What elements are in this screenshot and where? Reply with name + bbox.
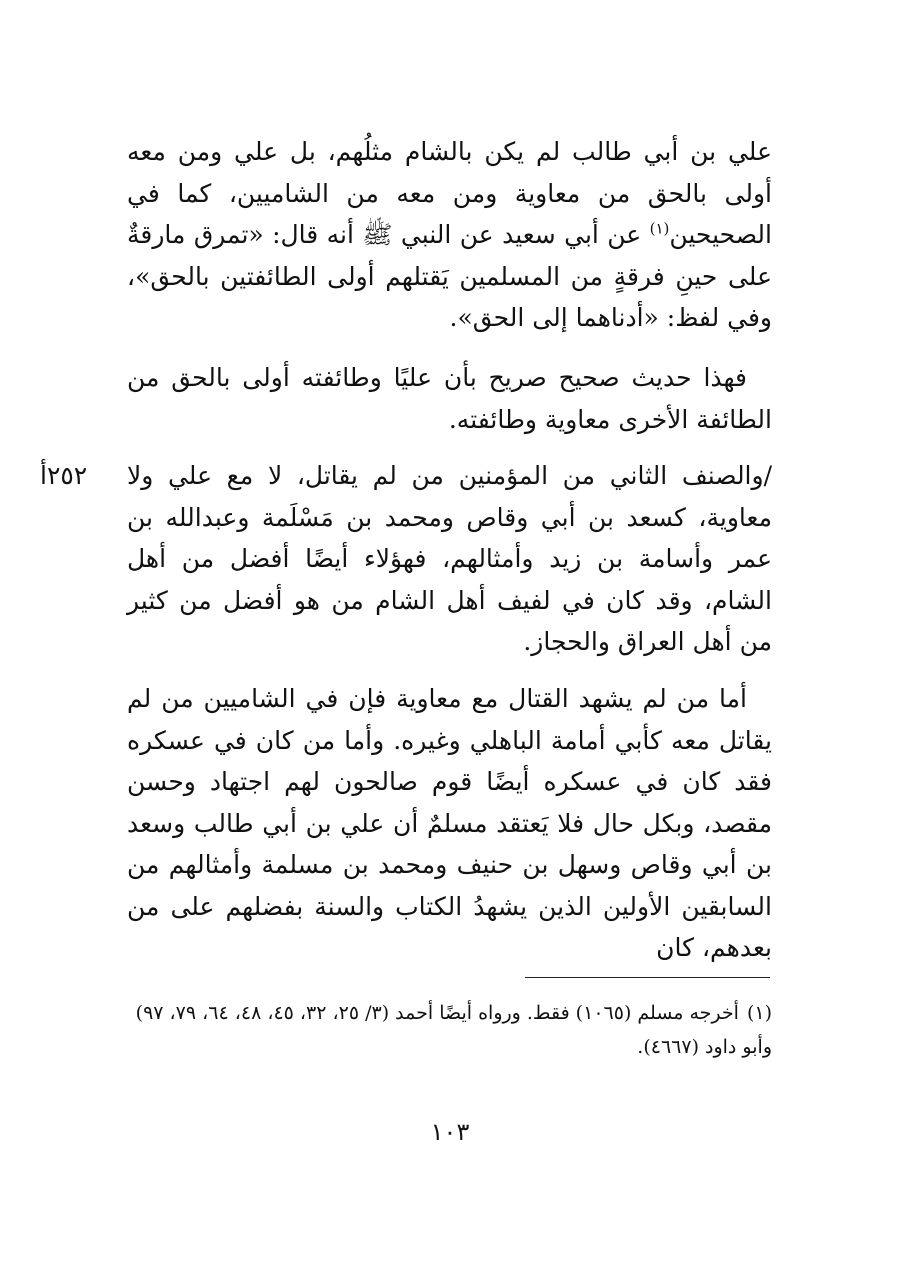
paragraph-1-text-a: علي بن أبي طالب لم يكن بالشام مثلُهم، بل علي ومن معه أولى بالحق من معاوية ومن معه من الشاميين، كما في الصحيحين <box>127 137 772 249</box>
footnote <box>127 996 772 1064</box>
footnote-text: أخرجه مسلم (١٠٦٥) فقط. ورواه أيضًا أحمد (٣/ ٢٥، ٣٢، ٤٥، ٤٨، ٦٤، ٧٩، ٩٧) وأبو داود (٤٦٦٧). <box>135 1002 772 1058</box>
footnote-divider <box>525 977 770 978</box>
paragraph-2: فهذا حديث صحيح صريح بأن عليًا وطائفته أولى بالحق من الطائفة الأخرى معاوية وطائفته. <box>127 363 772 434</box>
paragraph-1-text-b: عن أبي سعيد عن النبي ﷺ أنه قال: «تمرق مارقةٌ على حينِ فرقةٍ من المسلمين يَقتلهم أولى الطائفتين بالحق»، وفي لفظ: «أدناهما إلى الحق». <box>127 220 772 332</box>
paragraph-4: أما من لم يشهد القتال مع معاوية فإن في الشاميين من لم يقاتل معه كأبي أمامة الباهلي وغيره. وأما من كان في عسكره فقد كان في عسكره أيضًا قوم صالحون لهم اجتهاد وحسن مقصد، وبكل حال فلا يَعتقد مسلمٌ أن علي بن أبي طالب وسعد بن أبي وقاص وسهل بن حنيف ومحمد بن مسلمة وأمثالهم من السابقين الأولين الذين يشهدُ الكتاب والسنة بفضلهم على من بعدهم، كان <box>127 684 772 962</box>
paragraph-3: /والصنف الثاني من المؤمنين من لم يقاتل، لا مع علي ولا معاوية، كسعد بن أبي وقاص ومحمد بن مَسْلَمة وعبدالله بن عمر وأسامة بن زيد وأمثالهم، فهؤلاء أيضًا أفضل من أهل الشام، وقد كان في لفيف أهل الشام من هو أفضل من كثير من أهل العراق والحجاز. <box>127 461 772 656</box>
paragraph-1 <box>127 131 772 339</box>
footnote-reference: (١) <box>649 219 670 238</box>
page-number: ١٠٣ <box>430 1118 470 1146</box>
manuscript-folio-marker: ٢٥٢أ <box>40 461 88 490</box>
footnote-number: (١) <box>746 1002 772 1024</box>
